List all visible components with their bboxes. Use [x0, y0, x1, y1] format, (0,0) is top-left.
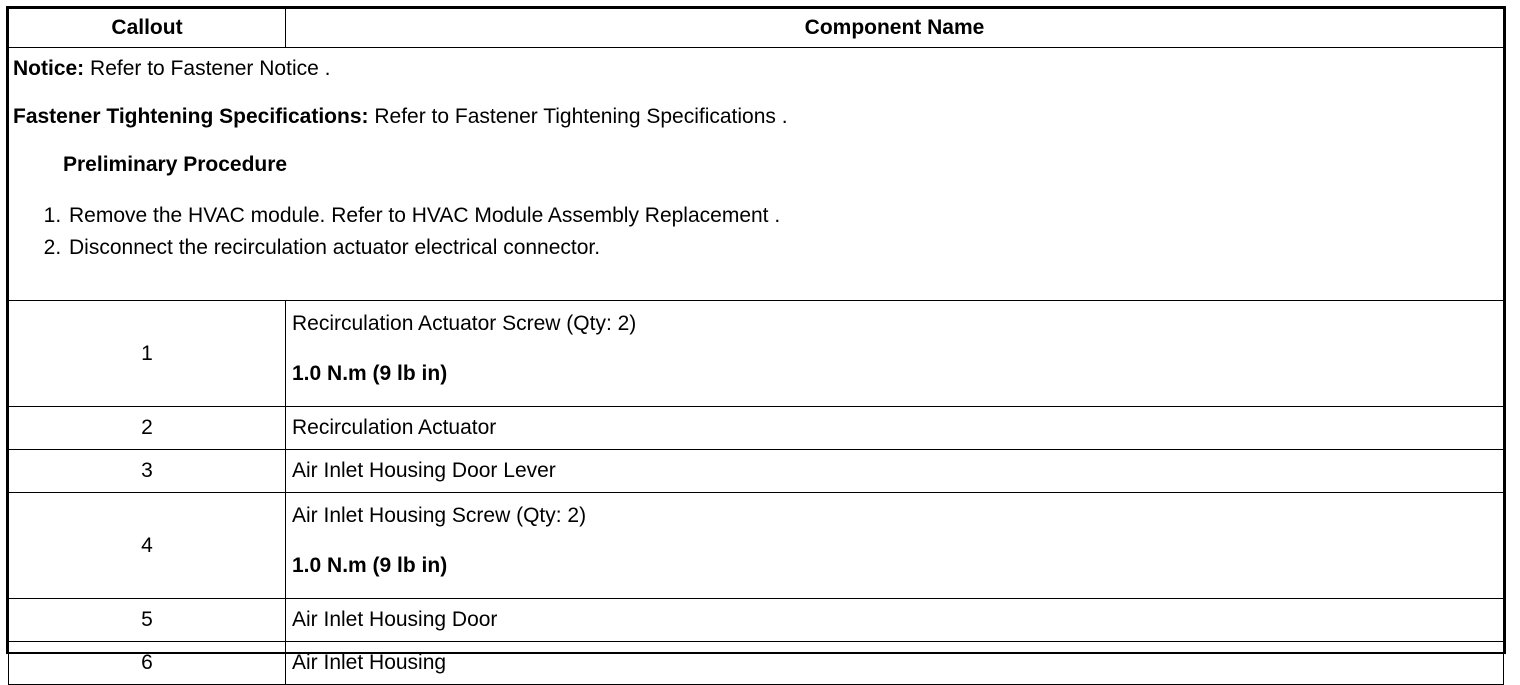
component-name-header: Component Name — [286, 9, 1504, 48]
callout-number: 1 — [9, 301, 286, 407]
notes-cell — [9, 48, 1504, 301]
notice-text: Refer to Fastener Notice . — [84, 57, 331, 80]
component-name: Air Inlet Housing Door — [286, 599, 1504, 642]
component-table — [8, 8, 1504, 685]
callout-number: 3 — [9, 450, 286, 493]
procedure-step: 2. Disconnect the recirculation actuator electrical connector. — [67, 232, 1499, 264]
table-row — [9, 301, 1504, 407]
component-name-cell — [286, 301, 1504, 407]
callout-number: 5 — [9, 599, 286, 642]
fastener-spec-line — [13, 104, 1499, 130]
header-row — [9, 9, 1504, 48]
preliminary-procedure-title: Preliminary Procedure — [63, 153, 288, 176]
component-name: Air Inlet Housing — [286, 642, 1504, 685]
callout-number: 6 — [9, 642, 286, 685]
table-row — [9, 599, 1504, 642]
torque-spec: 1.0 N.m (9 lb in) — [292, 362, 448, 385]
table-row — [9, 493, 1504, 599]
procedure-step: 1. Remove the HVAC module. Refer to HVAC Module Assembly Replacement . — [67, 200, 1499, 232]
callout-number: 4 — [9, 493, 286, 599]
component-name: Air Inlet Housing Screw (Qty: 2) — [292, 504, 587, 527]
table-row — [9, 450, 1504, 493]
component-name: Air Inlet Housing Door Lever — [286, 450, 1504, 493]
component-table-document — [6, 6, 1506, 674]
component-name-cell — [286, 493, 1504, 599]
torque-spec: 1.0 N.m (9 lb in) — [292, 554, 448, 577]
component-name: Recirculation Actuator Screw (Qty: 2) — [292, 312, 637, 335]
table-row — [9, 407, 1504, 450]
component-name: Recirculation Actuator — [286, 407, 1504, 450]
fastener-spec-text: Refer to Fastener Tightening Specifications . — [368, 105, 788, 128]
notice-label: Notice: — [13, 57, 85, 80]
table-row — [9, 642, 1504, 685]
procedure-steps — [13, 200, 1499, 264]
notes-row — [9, 48, 1504, 301]
callout-header: Callout — [9, 9, 286, 48]
notice-line — [13, 56, 1499, 82]
callout-number: 2 — [9, 407, 286, 450]
fastener-spec-label: Fastener Tightening Specifications: — [13, 105, 369, 128]
